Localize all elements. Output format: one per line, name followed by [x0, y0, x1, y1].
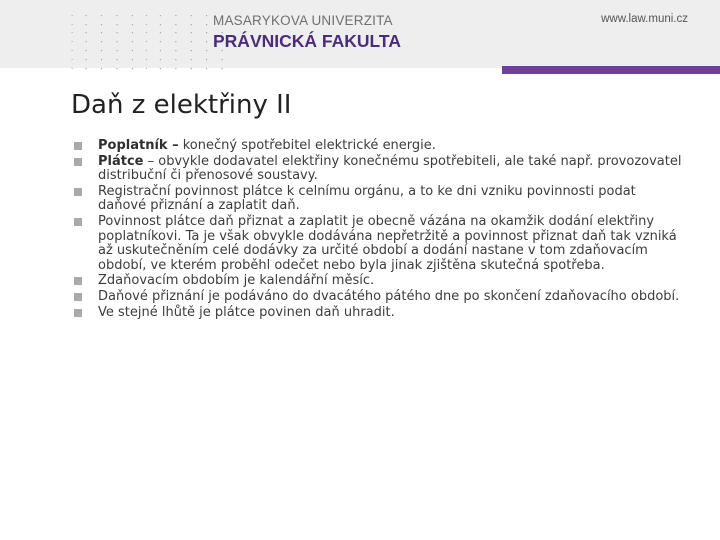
bullet-text: Daňové přiznání je podáváno do dvacátého pátého dne po skončení zdaňovacího období. [98, 288, 680, 304]
logo-pattern-icon: · ・ ・ ・ ・ · ・ ・ ・ ・ ・ · ・ ・ ・ ・ · ・ ・ ・ ・ ・ · ・ ・ ・ ・ · ・ ・ ・ ・ ・ · ・ ・ ・ ・ · ・ ・ ・ ・ ・ · ・ ・ ・ ・ · ・ ・ ・ ・ ・ · ・ ・ ・ ・ · ・ ・ ・ ・ ・ · ・ ・ ・ ・ · ・ ・ ・ ・ ・ [70, 11, 228, 73]
slide-title: Daň z elektřiny II [71, 90, 292, 120]
bullet-text: Ve stejné lhůtě je plátce povinen daň uhradit. [98, 304, 395, 320]
bullet-item [74, 139, 684, 154]
bullet-text: konečný spotřebitel elektrické energie. [178, 138, 436, 153]
bullet-item [74, 274, 684, 289]
bullet-list [74, 139, 684, 321]
faculty-name: PRÁVNICKÁ FAKULTA [213, 31, 401, 51]
bullet-square-icon [74, 218, 82, 226]
bullet-text: Povinnost plátce daň přiznat a zaplatit je obecně vázána na okamžik dodání elektřiny poplatníkovi. Ta je však obvykle dodávána nepřetržitě a povinnost přiznat daň tak vzniká až uskutečněním celé dodávky za určité období a dodání nastane v tom zdaňovacím období, ve kterém proběhl odečet nebo byla jinak zjištěna skutečná spotřeba. [98, 213, 677, 273]
university-name: MASARYKOVA UNIVERZITA [213, 13, 393, 28]
accent-bar [502, 66, 720, 74]
bullet-bold: Plátce [98, 153, 144, 169]
bullet-square-icon [74, 158, 82, 166]
bullet-square-icon [74, 293, 82, 301]
bullet-item [74, 155, 684, 184]
bullet-item [74, 215, 684, 273]
bullet-square-icon [74, 188, 82, 196]
bullet-item [74, 185, 684, 214]
bullet-text: – obvykle dodavatel elektřiny konečnému spotřebiteli, ale také např. provozovatel distribuční či přenosové soustavy. [98, 153, 682, 184]
bullet-text: Zdaňovacím obdobím je kalendářní měsíc. [98, 273, 375, 289]
bullet-text: Registrační povinnost plátce k celnímu orgánu, a to ke dni vzniku povinnosti podat daňové přiznání a zaplatit daň. [98, 183, 636, 214]
bullet-square-icon [74, 277, 82, 285]
bullet-bold: Poplatník – [98, 138, 179, 153]
header-band [0, 0, 720, 73]
bullet-square-icon [74, 142, 82, 150]
website-url: www.law.muni.cz [601, 13, 688, 25]
bullet-item [74, 306, 684, 321]
bullet-item [74, 290, 684, 305]
bullet-square-icon [74, 309, 82, 317]
